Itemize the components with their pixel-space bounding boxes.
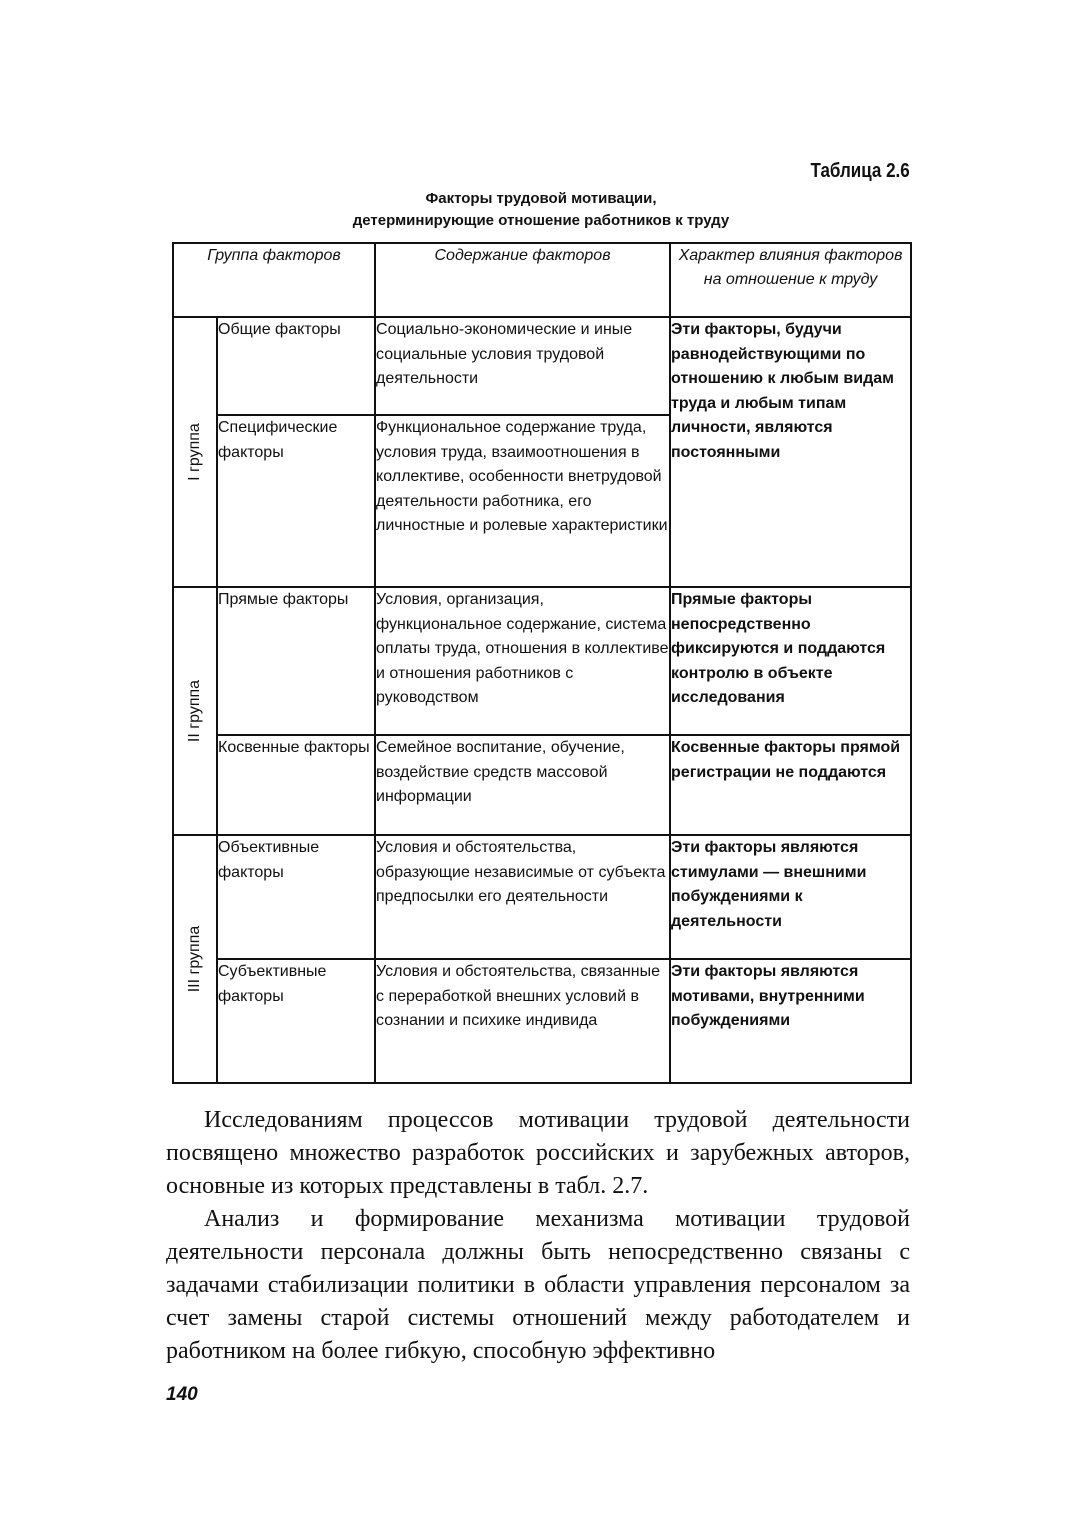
- table-label: Таблица 2.6: [810, 160, 910, 182]
- factors-table: [172, 242, 912, 1084]
- effect-cell: Эти факторы, будучи равнодействующими по отношению к любым видам труда и любым типам личности, являются постоянными: [670, 317, 911, 587]
- group-label-cell: [173, 835, 217, 1083]
- caption-line-2: детерминирующие отношение работников к труду: [352, 212, 730, 229]
- subgroup-cell: Прямые факторы: [217, 587, 375, 735]
- table-caption: [172, 188, 910, 232]
- content-cell: Семейное воспитание, обучение, воздействие средств массовой информации: [375, 735, 670, 835]
- effect-cell: Эти факторы являются мотивами, внутренними побуждениями: [670, 959, 911, 1083]
- header-content: Содержание факторов: [375, 243, 670, 317]
- subgroup-cell: Общие факторы: [217, 317, 375, 415]
- body-text: [166, 1104, 910, 1368]
- group-label: III группа: [185, 925, 203, 993]
- content-cell: Условия, организация, функциональное содержание, система оплаты труда, отношения в коллективе и отношения работников с руководством: [375, 587, 670, 735]
- subgroup-cell: Специфические факторы: [217, 415, 375, 587]
- header-group: Группа факторов: [173, 243, 375, 317]
- table-row: [173, 959, 911, 1083]
- table-row: [173, 317, 911, 415]
- group-label: I группа: [185, 423, 203, 481]
- table-header-row: [173, 243, 911, 317]
- effect-cell: Косвенные факторы прямой регистрации не поддаются: [670, 735, 911, 835]
- page-number: 140: [166, 1384, 198, 1405]
- content-cell: Условия и обстоятельства, образующие независимые от субъекта предпосылки его деятельности: [375, 835, 670, 959]
- effect-cell: Эти факторы являются стимулами — внешними побуждениями к деятельности: [670, 835, 911, 959]
- content-cell: Условия и обстоятельства, связанные с переработкой внешних условий в сознании и психике индивида: [375, 959, 670, 1083]
- group-label: II группа: [185, 679, 203, 743]
- caption-line-1: Факторы трудовой мотивации,: [425, 190, 657, 207]
- table-row: [173, 735, 911, 835]
- group-label-cell: [173, 317, 217, 587]
- subgroup-cell: Косвенные факторы: [217, 735, 375, 835]
- subgroup-cell: Субъективные факторы: [217, 959, 375, 1083]
- paragraph: Анализ и формирование механизма мотивации трудовой деятельности персонала должны быть непосредственно связаны с задачами стабилизации политики в области управления персоналом за счет замены старой системы отношений между работодателем и работником на более гибкую, способную эффективно: [166, 1206, 910, 1364]
- table-row: [173, 835, 911, 959]
- effect-cell: Прямые факторы непосредственно фиксируются и поддаются контролю в объекте исследования: [670, 587, 911, 735]
- group-label-cell: [173, 587, 217, 835]
- table-row: [173, 587, 911, 735]
- content-cell: Функциональное содержание труда, условия труда, взаимоотношения в коллективе, особенности внетрудовой деятельности работника, его личностные и ролевые характеристики: [375, 415, 670, 587]
- header-effect: Характер влияния факторов на отношение к труду: [670, 243, 911, 317]
- content-cell: Социально-экономические и иные социальные условия трудовой деятельности: [375, 317, 670, 415]
- paragraph: Исследованиям процессов мотивации трудовой деятельности посвящено множество разработок российских и зарубежных авторов, основные из которых представлены в табл. 2.7.: [166, 1107, 910, 1199]
- subgroup-cell: Объективные факторы: [217, 835, 375, 959]
